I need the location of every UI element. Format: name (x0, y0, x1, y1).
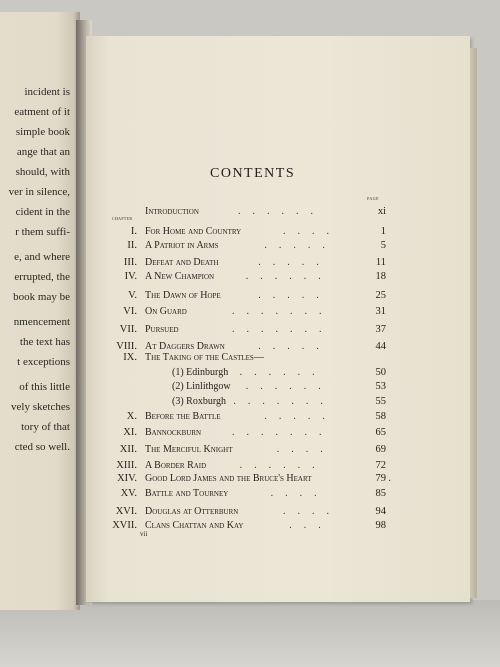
toc-chapter-title: A Border Raid (145, 460, 207, 471)
toc-row (0, 367, 500, 381)
left-page-text-line: tory of that (21, 421, 70, 433)
toc-row (0, 396, 500, 410)
toc-page-number: 55 (375, 396, 386, 407)
left-page-text-line: the text has (19, 336, 70, 348)
left-page-text-line: nmencement (13, 316, 70, 328)
toc-row (0, 473, 500, 487)
toc-chapter-number: XII. (119, 444, 137, 455)
toc-row (0, 411, 500, 425)
left-page-text-line: e, and where (14, 251, 70, 263)
toc-chapter-number: VII. (119, 324, 137, 335)
page-column-header: PAGE (367, 196, 380, 201)
chapter-column-header: CHAPTER (112, 216, 133, 221)
leader-dots: .... (283, 506, 341, 517)
toc-chapter-number: X. (126, 411, 137, 422)
page-folio: vii (140, 530, 148, 538)
leader-dots: .... (270, 488, 329, 499)
toc-page-number: 25 (375, 290, 386, 301)
toc-row (0, 306, 500, 320)
toc-chapter-title: The Taking of the Castles— (145, 352, 264, 363)
leader-dots: ....... (232, 324, 334, 335)
toc-chapter-number: IX. (123, 352, 137, 363)
toc-chapter-title: A New Champion (145, 271, 215, 282)
toc-chapter-title: (3) Roxburgh (172, 396, 226, 407)
toc-chapter-number: XV. (120, 488, 137, 499)
left-page-text-line: cident in the (15, 206, 70, 218)
toc-chapter-title: Good Lord James and the Bruce's Heart (145, 473, 312, 484)
leader-dots: ...... (238, 206, 325, 217)
toc-page-number: 31 (375, 306, 386, 317)
left-page-text-line: simple book (15, 126, 70, 138)
toc-page-number: 79 (375, 473, 386, 484)
leader-dots: ..... (258, 341, 331, 352)
toc-row (0, 460, 500, 474)
left-page-text-line: errupted, the (14, 271, 70, 283)
toc-chapter-title: Before the Battle (145, 411, 221, 422)
left-page-text-line: t exceptions (17, 356, 70, 368)
toc-chapter-title: Defeat and Death (145, 257, 219, 268)
toc-page-number: 37 (375, 324, 386, 335)
left-page-text-line: r them suffi- (15, 226, 70, 238)
toc-chapter-number: VIII. (116, 341, 137, 352)
toc-page-number: 98 (375, 520, 386, 531)
toc-chapter-number: II. (127, 240, 137, 251)
toc-page-number: 53 (375, 381, 386, 392)
toc-page-number: 69 (375, 444, 386, 455)
leader-dots: ..... (258, 257, 331, 268)
toc-chapter-number: V. (128, 290, 137, 301)
toc-row (0, 271, 500, 285)
leader-dots: ....... (232, 306, 334, 317)
leader-dots: ..... (258, 290, 331, 301)
toc-chapter-title: Clans Chattan and Kay (145, 520, 244, 531)
toc-chapter-title: The Merciful Knight (145, 444, 233, 455)
leader-dots: ...... (239, 460, 327, 471)
toc-chapter-title: The Dawn of Hope (145, 290, 221, 301)
toc-chapter-title: (1) Edinburgh (172, 367, 229, 378)
toc-row (0, 240, 500, 254)
table-surface (0, 600, 500, 667)
toc-row (0, 352, 500, 366)
toc-chapter-title: Douglas at Otterburn (145, 506, 239, 517)
left-page-text-line: of this little (19, 381, 70, 393)
leader-dots: ...... (245, 381, 333, 392)
toc-row (0, 427, 500, 441)
toc-chapter-number: XVII. (112, 520, 137, 531)
toc-chapter-title: (2) Linlithgow (172, 381, 231, 392)
toc-page-number: 94 (375, 506, 386, 517)
toc-chapter-number: IV. (124, 271, 137, 282)
leader-dots: ..... (264, 411, 337, 422)
leader-dots: .... (283, 226, 341, 237)
toc-row (0, 444, 500, 458)
toc-introduction-page: xi (377, 206, 386, 217)
contents-title: CONTENTS (210, 166, 296, 181)
leader-dots: ....... (233, 396, 335, 407)
left-page-text-line: ange that an (16, 146, 70, 158)
toc-chapter-number: XIII. (116, 460, 137, 471)
toc-chapter-title: At Daggers Drawn (145, 341, 225, 352)
leader-dots: ...... (245, 271, 333, 282)
toc-page-number: 72 (375, 460, 386, 471)
leader-dots: . (388, 473, 403, 484)
leader-dots: ....... (232, 427, 334, 438)
toc-chapter-title: Battle and Tourney (145, 488, 229, 499)
toc-row (0, 506, 500, 520)
toc-introduction-row (0, 206, 500, 220)
left-page-text-line: should, with (15, 166, 70, 178)
leader-dots: ...... (239, 367, 327, 378)
toc-chapter-title: Pursued (145, 324, 179, 335)
toc-chapter-title: On Guard (145, 306, 187, 317)
toc-page-number: 50 (375, 367, 386, 378)
toc-page-number: 11 (375, 257, 386, 268)
left-page-text-line: book may be (13, 291, 70, 303)
toc-introduction-title: Introduction (145, 206, 199, 217)
leader-dots: .... (276, 444, 335, 455)
toc-page-number: 44 (375, 341, 386, 352)
left-page-text-line: incident is (24, 86, 70, 98)
toc-chapter-title: A Patriot in Arms (145, 240, 219, 251)
toc-row (0, 257, 500, 271)
toc-row (0, 290, 500, 304)
toc-page-number: 85 (375, 488, 386, 499)
left-page-text-line: eatment of it (14, 106, 70, 118)
toc-page-number: 18 (375, 271, 386, 282)
toc-chapter-number: XIV. (117, 473, 137, 484)
toc-chapter-title: For Home and Country (145, 226, 242, 237)
toc-row (0, 488, 500, 502)
leader-dots: ..... (264, 240, 337, 251)
toc-row (0, 324, 500, 338)
leader-dots: ... (289, 520, 333, 531)
toc-page-number: 65 (375, 427, 386, 438)
toc-page-number: 5 (380, 240, 386, 251)
toc-page-number: 58 (375, 411, 386, 422)
left-page-text-line: ver in silence, (8, 186, 70, 198)
toc-page-number: 1 (380, 226, 386, 237)
toc-row (0, 226, 500, 240)
toc-chapter-number: III. (123, 257, 137, 268)
toc-chapter-number: XVI. (115, 506, 137, 517)
left-page-text-line: cted so well. (14, 441, 70, 453)
toc-chapter-title: Bannockburn (145, 427, 202, 438)
toc-row (0, 520, 500, 534)
toc-row (0, 381, 500, 395)
left-page-text-line: vely sketches (11, 401, 70, 413)
toc-chapter-number: XI. (123, 427, 137, 438)
toc-chapter-number: VI. (123, 306, 137, 317)
toc-chapter-number: I. (130, 226, 137, 237)
